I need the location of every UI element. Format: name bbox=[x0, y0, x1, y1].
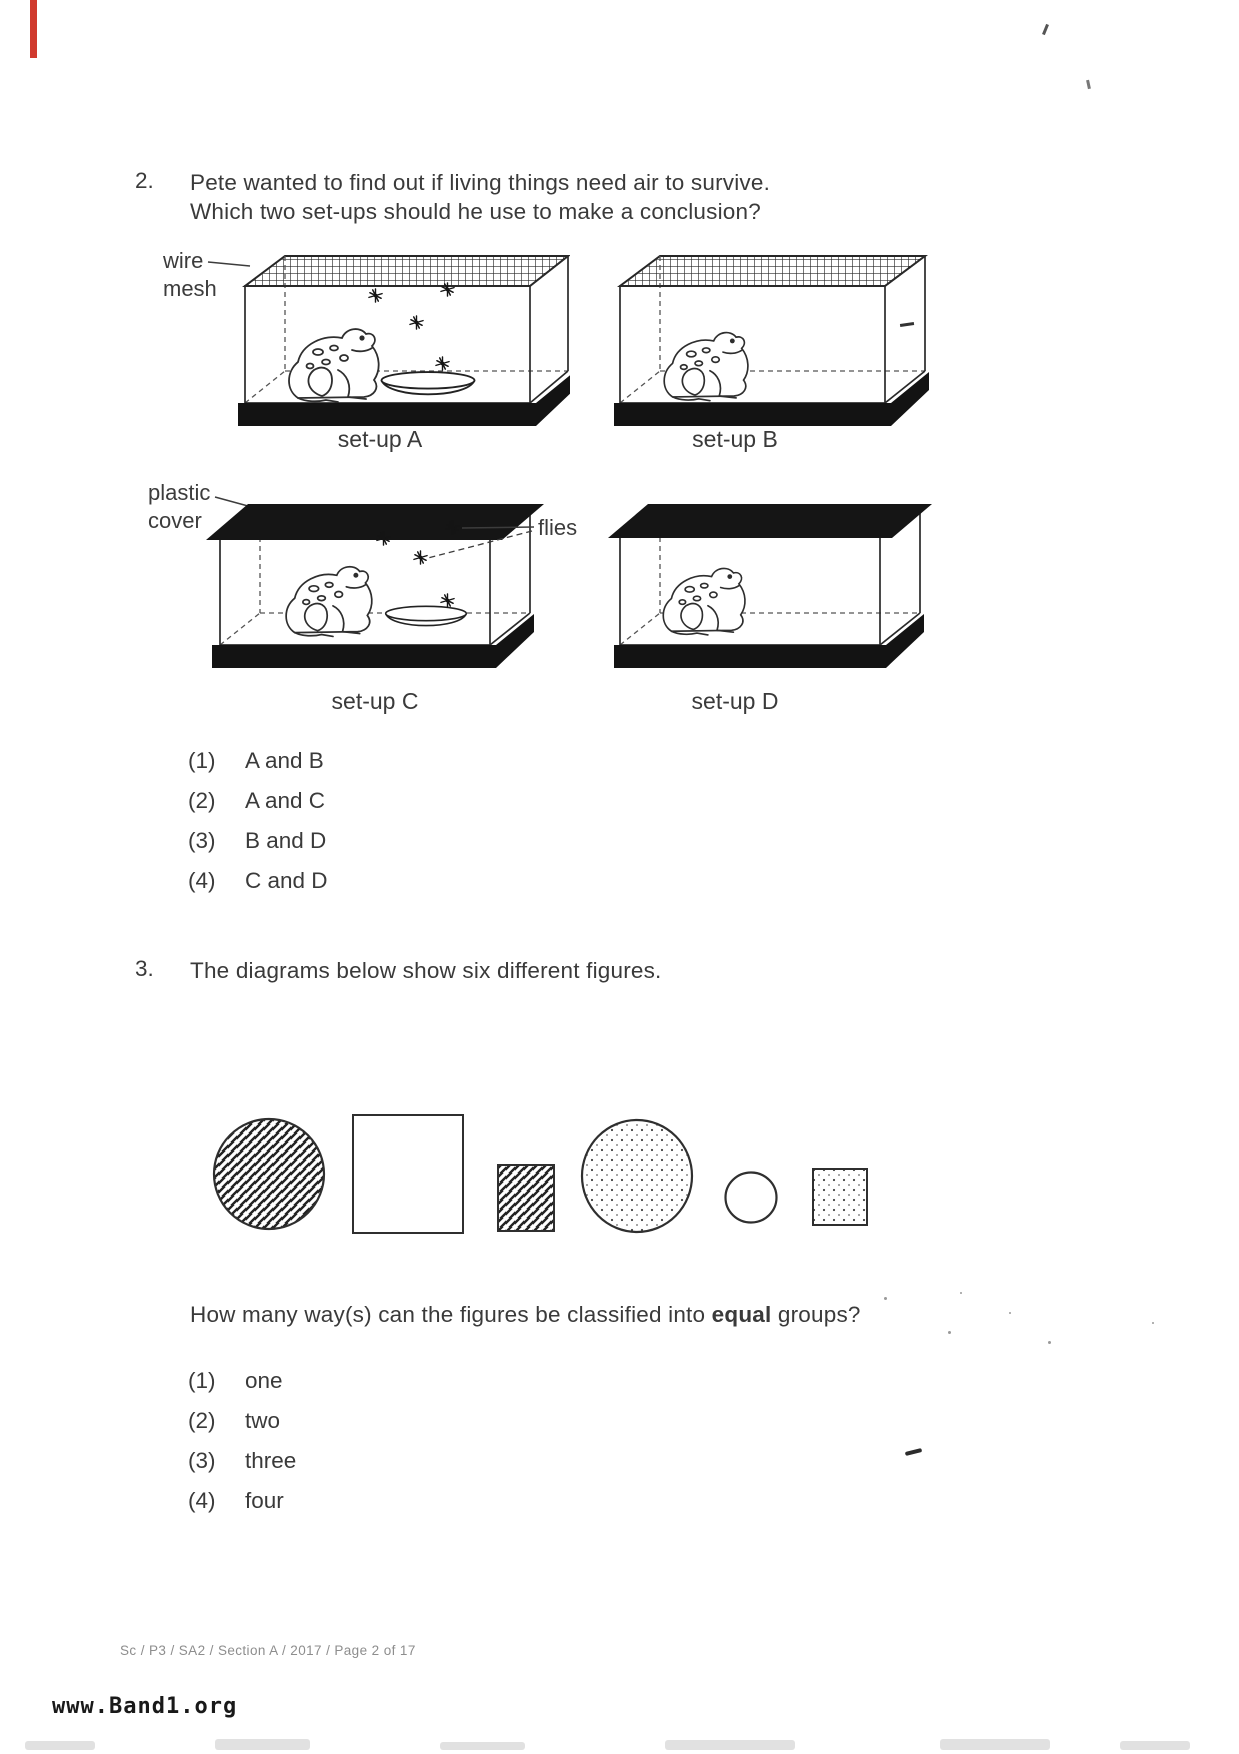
label-leader-line bbox=[208, 262, 250, 266]
figure-large-plain-square bbox=[352, 1114, 464, 1234]
option-label: two bbox=[245, 1408, 281, 1433]
page-footer-reference: Sc / P3 / SA2 / Section A / 2017 / Page 2 of 17 bbox=[120, 1643, 416, 1658]
speck bbox=[1152, 1322, 1154, 1324]
setup-a-caption: set-up A bbox=[337, 426, 423, 452]
scan-smudge bbox=[440, 1742, 525, 1750]
q3-intro: The diagrams below show six different figures. bbox=[190, 958, 662, 983]
speck bbox=[1009, 1312, 1011, 1314]
dish bbox=[386, 606, 467, 625]
label-leader-line bbox=[215, 497, 248, 506]
fly-icon bbox=[436, 357, 449, 370]
option-label: A and B bbox=[245, 748, 324, 773]
tank bbox=[238, 256, 570, 426]
speck bbox=[1048, 1341, 1051, 1344]
scan-smudge bbox=[665, 1740, 795, 1750]
q3-number: 3. bbox=[135, 956, 154, 981]
tank-base bbox=[212, 614, 534, 668]
option-number: (4) bbox=[188, 1488, 216, 1513]
q2-text-line1: Pete wanted to find out if living things need air to survive. bbox=[190, 170, 771, 195]
wire-mesh-label: mesh bbox=[163, 276, 217, 301]
plastic-cover-top bbox=[206, 504, 544, 540]
figure-large-hatched-circle bbox=[210, 1115, 328, 1233]
fly-icon bbox=[441, 594, 454, 607]
option-label: one bbox=[245, 1368, 283, 1393]
speck bbox=[960, 1292, 962, 1294]
q3-option-1 bbox=[188, 1368, 283, 1394]
option-label: A and C bbox=[245, 788, 326, 813]
q2-text-line2: Which two set-ups should he use to make a conclusion? bbox=[190, 199, 761, 224]
setup-b-diagram bbox=[600, 238, 940, 453]
flies-label: flies bbox=[538, 515, 578, 540]
option-number: (3) bbox=[188, 1448, 216, 1473]
setup-d-caption: set-up D bbox=[691, 688, 779, 714]
q3-option-3 bbox=[188, 1448, 296, 1474]
speck bbox=[948, 1331, 951, 1334]
frog bbox=[663, 568, 745, 634]
q3-question-bold-word: equal bbox=[711, 1302, 772, 1327]
setup-c-diagram bbox=[140, 470, 610, 682]
wire-mesh-top bbox=[245, 256, 568, 286]
option-label: three bbox=[245, 1448, 297, 1473]
q2-number: 2. bbox=[135, 168, 154, 193]
tank-front bbox=[620, 535, 880, 645]
stray-dash bbox=[905, 1448, 922, 1456]
q3-question-pre: How many way(s) can the figures be classified into bbox=[190, 1302, 712, 1327]
option-label: C and D bbox=[245, 868, 328, 893]
scan-smudge bbox=[1120, 1741, 1190, 1750]
pen-mark bbox=[1086, 80, 1090, 89]
setup-d-diagram bbox=[600, 470, 935, 682]
tank bbox=[608, 504, 932, 668]
fly-icon bbox=[410, 316, 423, 329]
wire-mesh-label: wire bbox=[163, 248, 204, 273]
option-label: four bbox=[245, 1488, 284, 1513]
scan-artifact-red-strip bbox=[30, 0, 37, 58]
option-number: (2) bbox=[188, 1408, 216, 1433]
plastic-cover-label: plastic bbox=[148, 480, 211, 505]
figure-large-dotted-circle bbox=[580, 1118, 694, 1234]
setup-a-diagram bbox=[150, 238, 570, 453]
fly-icon bbox=[369, 289, 382, 302]
setup-c-caption: set-up C bbox=[331, 688, 419, 714]
fly-icon bbox=[414, 551, 427, 564]
q2-option-1 bbox=[188, 748, 324, 774]
q3-question-post: groups? bbox=[771, 1302, 861, 1327]
q3-question bbox=[190, 1300, 861, 1329]
setup-b-caption: set-up B bbox=[692, 426, 778, 452]
tank bbox=[206, 504, 544, 668]
wire-mesh-top bbox=[620, 256, 925, 286]
frog bbox=[289, 329, 379, 402]
frog bbox=[286, 567, 372, 637]
tank bbox=[614, 256, 929, 426]
scan-smudge bbox=[215, 1739, 310, 1750]
plastic-cover-label: cover bbox=[148, 508, 202, 533]
q2-option-3 bbox=[188, 828, 326, 854]
tank-base bbox=[614, 372, 929, 426]
figure-small-plain-circle bbox=[723, 1170, 779, 1225]
scan-smudge bbox=[940, 1739, 1050, 1750]
q3-option-4 bbox=[188, 1488, 284, 1514]
option-number: (4) bbox=[188, 868, 216, 893]
label-leader-line bbox=[462, 527, 534, 528]
option-number: (2) bbox=[188, 788, 216, 813]
scan-smudge bbox=[25, 1741, 95, 1750]
q2-option-4 bbox=[188, 868, 328, 894]
option-number: (3) bbox=[188, 828, 216, 853]
option-number: (1) bbox=[188, 748, 216, 773]
q2-option-2 bbox=[188, 788, 325, 814]
plastic-cover-top bbox=[608, 504, 932, 538]
figure-small-hatched-square bbox=[497, 1164, 555, 1232]
pen-mark bbox=[1042, 24, 1049, 35]
frog bbox=[664, 333, 748, 401]
speck bbox=[884, 1297, 887, 1300]
dish bbox=[382, 372, 475, 394]
watermark-url: www.Band1.org bbox=[52, 1694, 238, 1719]
figure-small-dotted-square bbox=[812, 1168, 868, 1226]
q3-option-2 bbox=[188, 1408, 280, 1434]
option-number: (1) bbox=[188, 1368, 216, 1393]
tank-base bbox=[614, 614, 924, 668]
option-label: B and D bbox=[245, 828, 327, 853]
